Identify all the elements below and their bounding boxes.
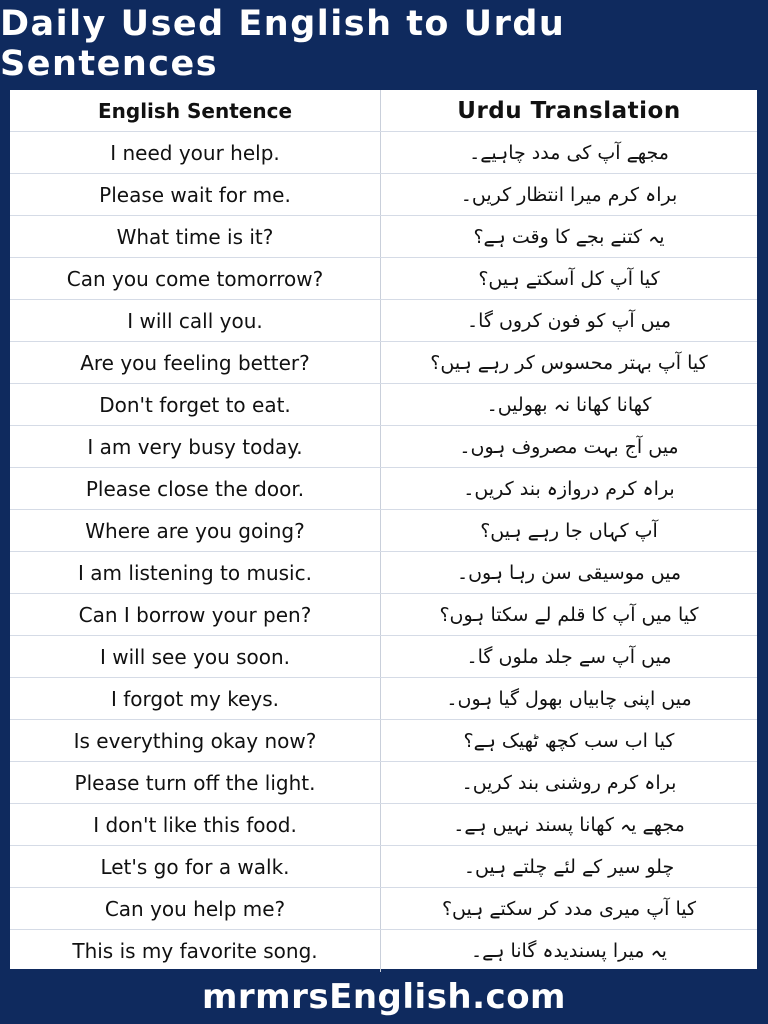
english-cell: Please close the door. (10, 468, 381, 509)
table-row (10, 426, 757, 468)
urdu-cell: میں آپ کو فون کروں گا۔ (466, 309, 672, 332)
table-row (10, 930, 757, 972)
urdu-cell: یہ میرا پسندیدہ گانا ہے۔ (471, 940, 667, 962)
urdu-cell: براہ کرم میرا انتظار کریں۔ (460, 183, 678, 206)
table-row (10, 174, 757, 216)
table-row (10, 216, 757, 258)
urdu-cell: کھانا کھانا نہ بھولیں۔ (486, 393, 652, 416)
urdu-cell: یہ کتنے بجے کا وقت ہے؟ (473, 225, 665, 248)
urdu-cell: میں موسیقی سن رہا ہوں۔ (456, 561, 682, 584)
urdu-cell: مجھے آپ کی مدد چاہیے۔ (469, 141, 669, 164)
table-row (10, 552, 757, 594)
english-cell: Don't forget to eat. (10, 384, 381, 425)
english-cell: Is everything okay now? (10, 720, 381, 761)
urdu-cell: براہ کرم دروازہ بند کریں۔ (463, 477, 675, 500)
sentence-table (10, 90, 757, 969)
urdu-cell: آپ کہاں جا رہے ہیں؟ (480, 519, 658, 542)
english-cell: Can I borrow your pen? (10, 594, 381, 635)
table-row (10, 258, 757, 300)
urdu-cell: مجھے یہ کھانا پسند نہیں ہے۔ (453, 813, 685, 836)
english-cell: Please turn off the light. (10, 762, 381, 803)
table-row (10, 846, 757, 888)
urdu-cell: میں آپ سے جلد ملوں گا۔ (466, 645, 672, 668)
urdu-cell: کیا آپ میری مدد کر سکتے ہیں؟ (441, 897, 697, 920)
table-row (10, 888, 757, 930)
urdu-cell: براہ کرم روشنی بند کریں۔ (461, 771, 677, 794)
english-cell: I will see you soon. (10, 636, 381, 677)
table-row (10, 384, 757, 426)
english-cell: Please wait for me. (10, 174, 381, 215)
english-cell: Where are you going? (10, 510, 381, 551)
page-title: Daily Used English to Urdu Sentences (0, 4, 566, 84)
table-row (10, 468, 757, 510)
urdu-cell: چلو سیر کے لئے چلتے ہیں۔ (463, 855, 675, 878)
urdu-cell: کیا آپ بہتر محسوس کر رہے ہیں؟ (430, 351, 708, 374)
table-row (10, 804, 757, 846)
english-cell: Can you come tomorrow? (10, 258, 381, 299)
table-row (10, 510, 757, 552)
header-urdu: Urdu Translation (457, 97, 681, 124)
urdu-cell: کیا میں آپ کا قلم لے سکتا ہوں؟ (439, 603, 699, 626)
header-english: English Sentence (10, 90, 381, 131)
urdu-cell: کیا اب سب کچھ ٹھیک ہے؟ (463, 729, 675, 752)
table-row (10, 300, 757, 342)
english-cell: I will call you. (10, 300, 381, 341)
table-header (10, 90, 757, 132)
table-row (10, 762, 757, 804)
english-cell: Are you feeling better? (10, 342, 381, 383)
english-cell: I don't like this food. (10, 804, 381, 845)
table-row (10, 342, 757, 384)
english-cell: I am listening to music. (10, 552, 381, 593)
english-cell: I am very busy today. (10, 426, 381, 467)
english-cell: What time is it? (10, 216, 381, 257)
english-cell: This is my favorite song. (10, 930, 381, 972)
english-cell: I forgot my keys. (10, 678, 381, 719)
urdu-cell: کیا آپ کل آسکتے ہیں؟ (478, 267, 660, 290)
website-footer: mrmrsEnglish.com (201, 976, 566, 1017)
english-cell: Let's go for a walk. (10, 846, 381, 887)
english-cell: I need your help. (10, 132, 381, 173)
urdu-cell: میں آج بہت مصروف ہوں۔ (459, 435, 679, 458)
table-row (10, 636, 757, 678)
english-cell: Can you help me? (10, 888, 381, 929)
table-row (10, 132, 757, 174)
table-row (10, 594, 757, 636)
table-row (10, 720, 757, 762)
urdu-cell: میں اپنی چابیاں بھول گیا ہوں۔ (446, 687, 692, 710)
table-row (10, 678, 757, 720)
